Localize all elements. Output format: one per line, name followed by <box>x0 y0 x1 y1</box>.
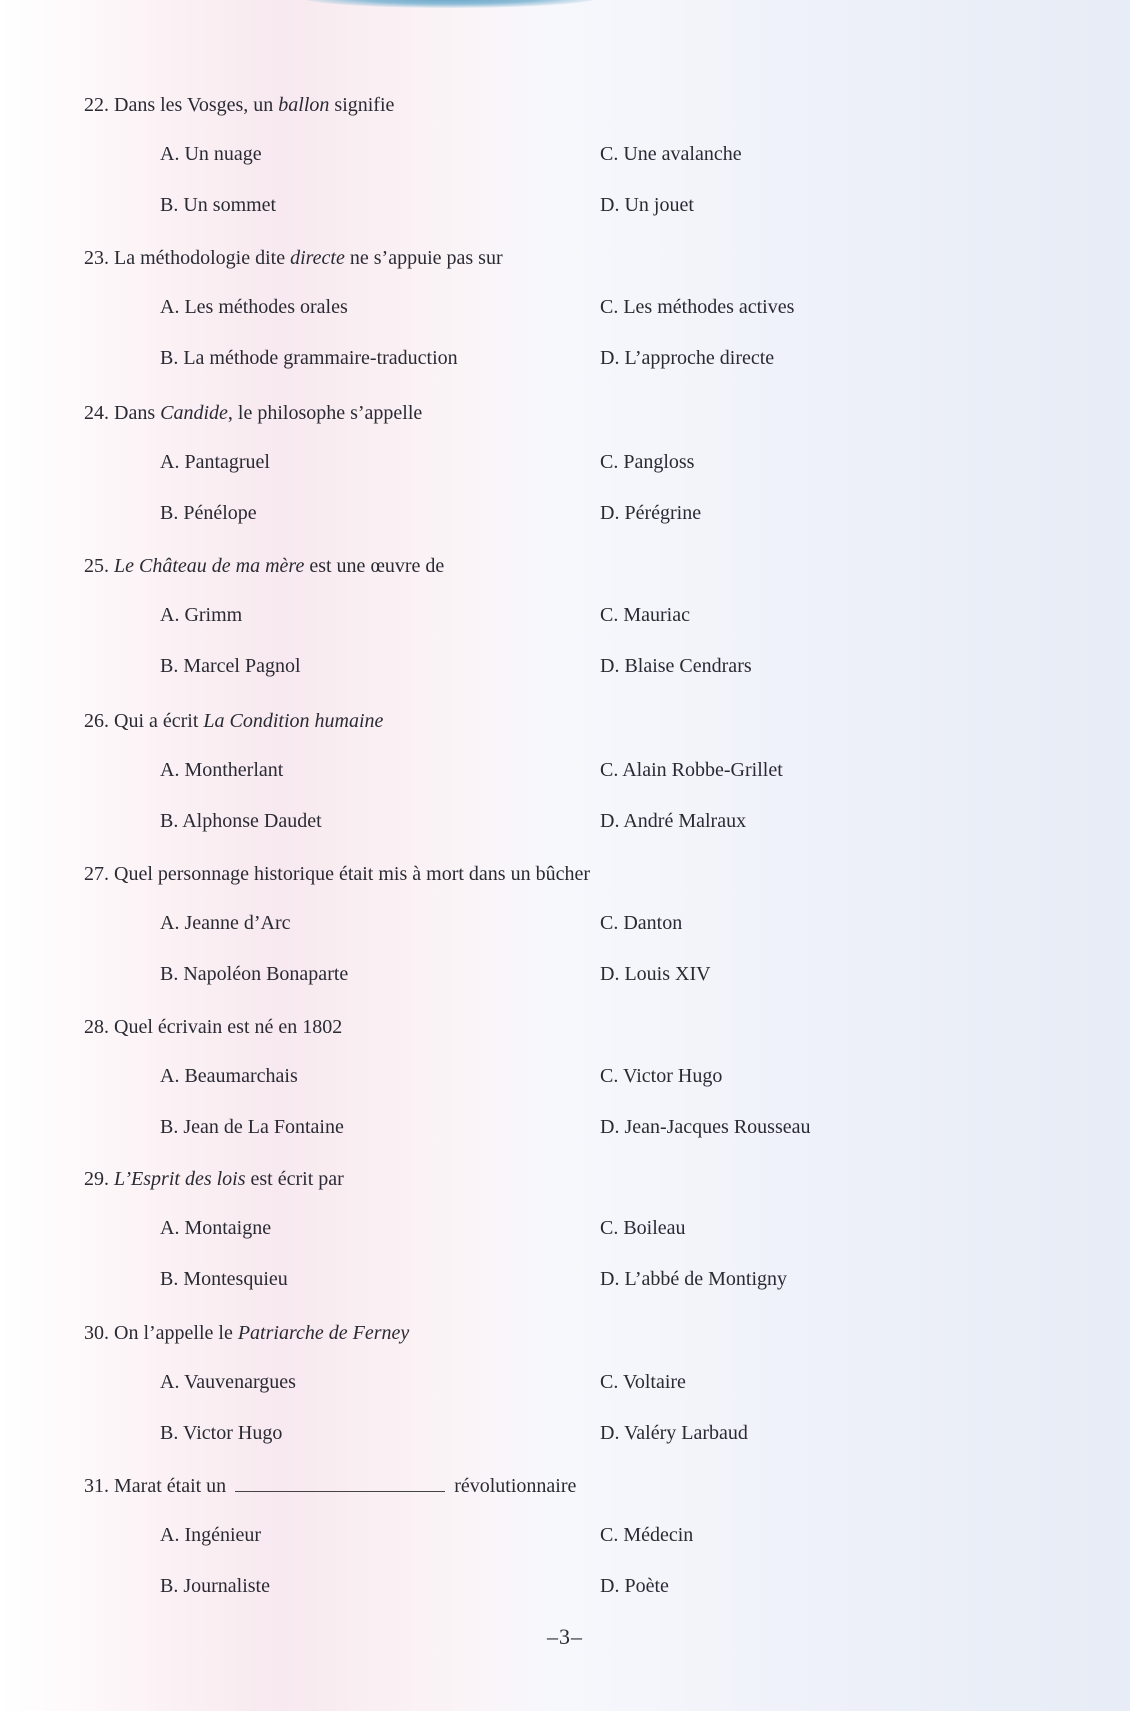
option-c: C. Pangloss <box>600 451 695 473</box>
page-number: –3– <box>547 1624 583 1649</box>
options <box>84 118 1064 214</box>
question-text <box>84 553 1064 579</box>
question-number: 27. <box>84 863 109 885</box>
question-stem: Qui a écrit <box>114 710 199 732</box>
question-italic: ballon <box>278 94 330 116</box>
question-text <box>84 708 1064 734</box>
question-italic: Le Château de ma mère <box>114 555 305 577</box>
option-c: C. Victor Hugo <box>600 1065 723 1087</box>
option-b: B. Victor Hugo <box>160 1422 283 1444</box>
option-d: D. Pérégrine <box>600 502 702 524</box>
option-d: D. Jean-Jacques Rousseau <box>600 1116 811 1138</box>
question-italic: Patriarche de Ferney <box>237 1322 410 1344</box>
question-text <box>84 1014 1064 1040</box>
question-text <box>84 400 1064 426</box>
options <box>84 271 1064 367</box>
option-d: D. Louis XIV <box>600 963 711 985</box>
question-number: 30. <box>84 1322 109 1344</box>
question-stem: On l’appelle le <box>114 1322 233 1344</box>
question-29 <box>84 1166 1064 1288</box>
option-b: B. Pénélope <box>160 502 257 524</box>
question-italic: Candide <box>160 402 228 424</box>
option-d: D. Un jouet <box>600 194 694 216</box>
option-d: D. Valéry Larbaud <box>600 1422 748 1444</box>
option-a: A. Montherlant <box>160 759 284 781</box>
question-number: 31. <box>84 1475 109 1497</box>
option-a: A. Beaumarchais <box>160 1065 298 1087</box>
option-a: A. Un nuage <box>160 143 262 165</box>
option-d: D. Poète <box>600 1575 669 1597</box>
question-stem-end: est écrit par <box>250 1168 344 1190</box>
question-italic: directe <box>290 247 345 269</box>
options <box>84 1192 1064 1288</box>
fill-in-blank-line <box>235 1473 445 1492</box>
option-d: D. André Malraux <box>600 810 747 832</box>
option-b: B. Marcel Pagnol <box>160 655 301 677</box>
option-c: C. Les méthodes actives <box>600 296 795 318</box>
question-number: 22. <box>84 94 109 116</box>
option-c: C. Alain Robbe-Grillet <box>600 759 783 781</box>
option-d: D. Blaise Cendrars <box>600 655 752 677</box>
option-b: B. Alphonse Daudet <box>160 810 322 832</box>
options <box>84 1346 1064 1442</box>
option-c: C. Mauriac <box>600 604 690 626</box>
option-d: D. L’approche directe <box>600 347 775 369</box>
question-number: 28. <box>84 1016 109 1038</box>
option-b: B. Napoléon Bonaparte <box>160 963 349 985</box>
option-c: C. Voltaire <box>600 1371 686 1393</box>
option-a: A. Montaigne <box>160 1217 272 1239</box>
option-b: B. La méthode grammaire-traduction <box>160 347 458 369</box>
question-stem: Dans les Vosges, un <box>114 94 274 116</box>
question-text <box>84 1320 1064 1346</box>
question-text <box>84 1473 1064 1499</box>
option-c: C. Médecin <box>600 1524 694 1546</box>
question-text <box>84 861 1064 887</box>
option-a: A. Les méthodes orales <box>160 296 348 318</box>
option-b: B. Jean de La Fontaine <box>160 1116 344 1138</box>
question-30 <box>84 1320 1064 1442</box>
option-b: B. Montesquieu <box>160 1268 288 1290</box>
options <box>84 734 1064 830</box>
question-26 <box>84 708 1064 830</box>
question-23 <box>84 245 1064 367</box>
options <box>84 1499 1064 1595</box>
question-stem: Marat était un <box>114 1475 227 1497</box>
question-italic: L’Esprit des lois <box>114 1168 246 1190</box>
question-24 <box>84 400 1064 522</box>
options <box>84 426 1064 522</box>
question-27 <box>84 861 1064 983</box>
option-d: D. L’abbé de Montigny <box>600 1268 788 1290</box>
option-a: A. Vauvenargues <box>160 1371 296 1393</box>
question-number: 24. <box>84 402 109 424</box>
question-stem: Dans <box>114 402 156 424</box>
question-22 <box>84 92 1064 214</box>
question-stem-end: ne s’appuie pas sur <box>349 247 503 269</box>
option-c: C. Danton <box>600 912 683 934</box>
option-c: C. Une avalanche <box>600 143 742 165</box>
question-31 <box>84 1473 1064 1595</box>
question-number: 26. <box>84 710 109 732</box>
options <box>84 579 1064 675</box>
option-a: A. Ingénieur <box>160 1524 262 1546</box>
question-25 <box>84 553 1064 675</box>
question-italic: La Condition humaine <box>203 710 384 732</box>
option-a: A. Pantagruel <box>160 451 270 473</box>
question-text <box>84 245 1064 271</box>
question-number: 23. <box>84 247 109 269</box>
question-stem-end: est une œuvre de <box>309 555 445 577</box>
option-a: A. Grimm <box>160 604 243 626</box>
question-stem: Quel écrivain est né en 1802 <box>114 1016 343 1038</box>
question-28 <box>84 1014 1064 1136</box>
question-text <box>84 1166 1064 1192</box>
question-number: 29. <box>84 1168 109 1190</box>
options <box>84 1040 1064 1136</box>
option-b: B. Journaliste <box>160 1575 270 1597</box>
question-stem-end: signifie <box>334 94 395 116</box>
question-text <box>84 92 1064 118</box>
option-a: A. Jeanne d’Arc <box>160 912 291 934</box>
question-stem: Quel personnage historique était mis à mort dans un bûcher <box>114 863 590 885</box>
option-b: B. Un sommet <box>160 194 277 216</box>
question-stem: La méthodologie dite <box>114 247 286 269</box>
question-number: 25. <box>84 555 109 577</box>
question-stem-end: révolutionnaire <box>454 1475 577 1497</box>
options <box>84 887 1064 983</box>
question-stem-end: , le philosophe s’appelle <box>227 402 423 424</box>
option-c: C. Boileau <box>600 1217 686 1239</box>
